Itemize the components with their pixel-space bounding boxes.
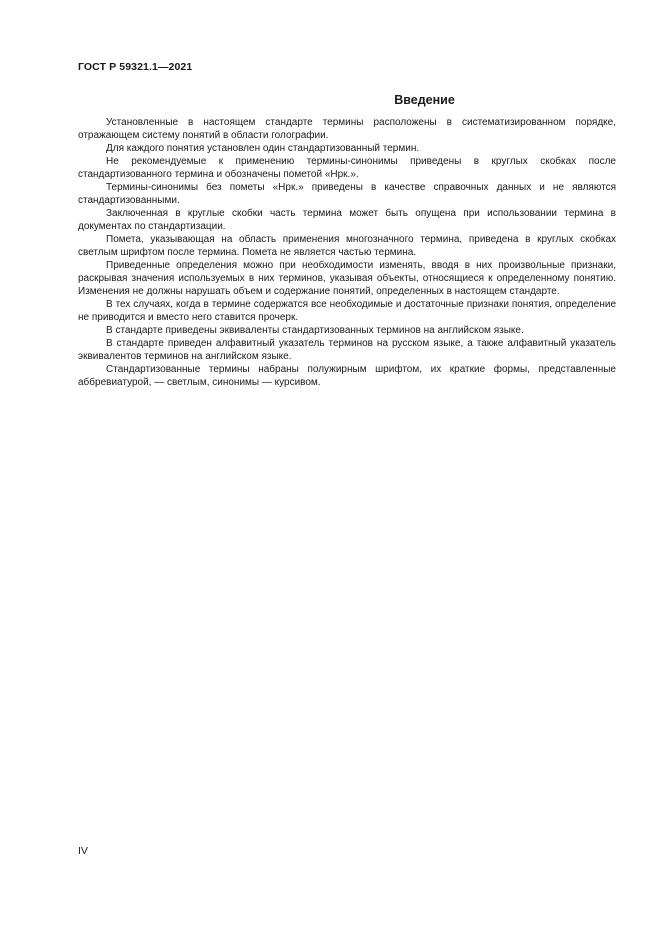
paragraph: Заключенная в круглые скобки часть термина может быть опущена при использовании термина в документах по стандартизации.: [78, 208, 616, 232]
document-id: ГОСТ Р 59321.1—2021: [78, 61, 193, 73]
section-title: Введение: [394, 93, 455, 107]
paragraph: Стандартизованные термины набраны полужирным шрифтом, их краткие формы, представленные аббревиатурой, — светлым, синонимы — курсивом.: [78, 364, 616, 388]
paragraph: Приведенные определения можно при необходимости изменять, вводя в них произвольные признаки, раскрывая значения используемых в них терминов, указывая объекты, относящиеся к определенному понятию. Изменения не должны нарушать объем и содержание понятий, определенных в настоящем стандарте.: [78, 260, 616, 297]
paragraph: Помета, указывающая на область применения многозначного термина, приведена в круглых скобках светлым шрифтом после термина. Помета не является частью термина.: [78, 234, 616, 258]
page-number: IV: [78, 845, 88, 857]
paragraph: Для каждого понятия установлен один стандартизованный термин.: [106, 143, 420, 154]
paragraph: В стандарте приведен алфавитный указатель терминов на русском языке, а также алфавитный указатель эквивалентов терминов на английском языке.: [78, 338, 616, 362]
paragraph: Термины-синонимы без пометы «Нрк.» приведены в качестве справочных данных и не являются стандартизованными.: [78, 182, 616, 206]
paragraph: В стандарте приведены эквиваленты стандартизованных терминов на английском языке.: [106, 325, 524, 336]
paragraph: В тех случаях, когда в термине содержатся все необходимые и достаточные признаки понятия, определение не приводится и вместо него ставится прочерк.: [78, 299, 616, 323]
paragraph: Установленные в настоящем стандарте термины расположены в систематизированном порядке, отражающем систему понятий в области голографии.: [78, 117, 616, 141]
paragraph: Не рекомендуемые к применению термины-синонимы приведены в круглых скобках после стандартизованного термина и обозначены пометой «Нрк.».: [78, 156, 616, 180]
body-text: [78, 116, 616, 389]
